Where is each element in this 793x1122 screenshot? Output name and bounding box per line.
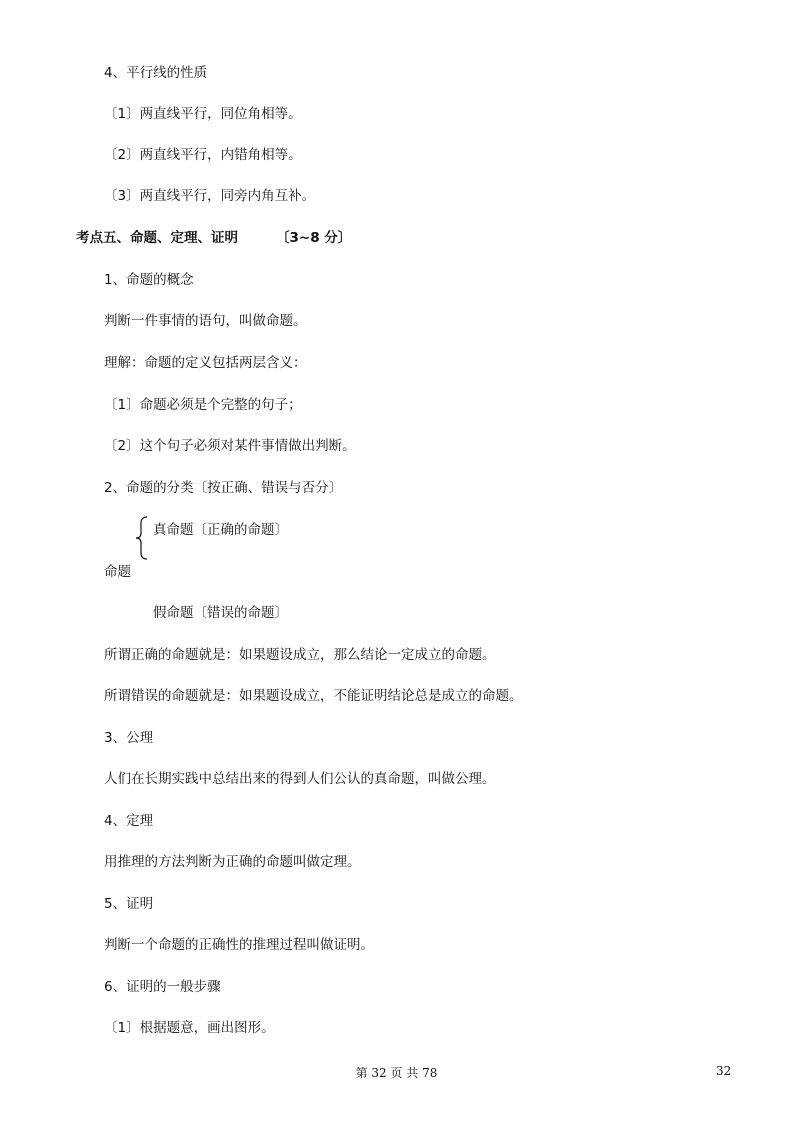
subheading-proof: 5、证明 xyxy=(104,896,154,912)
false-proposition: 假命题〔错误的命题〕 xyxy=(153,605,288,621)
list-item: 〔2〕这个句子必须对某件事情做出判断。 xyxy=(104,438,356,454)
paragraph: 人们在长期实践中总结出来的得到人们公认的真命题，叫做公理。 xyxy=(104,771,496,787)
paragraph: 所谓正确的命题就是：如果题设成立，那么结论一定成立的命题。 xyxy=(104,647,496,663)
curly-brace-icon xyxy=(134,516,150,560)
subheading-concept: 1、命题的概念 xyxy=(104,272,194,288)
proposition-label: 命题 xyxy=(104,564,131,580)
paragraph: 用推理的方法判断为正确的命题叫做定理。 xyxy=(104,854,361,870)
heading-parallel-properties: 4、平行线的性质 xyxy=(104,65,208,81)
subheading-axiom: 3、公理 xyxy=(104,730,154,746)
paragraph: 判断一件事情的语句，叫做命题。 xyxy=(104,313,307,329)
list-item: 〔1〕两直线平行，同位角相等。 xyxy=(104,106,302,122)
section-score: 〔3~8 分〕 xyxy=(276,230,352,246)
list-item: 〔2〕两直线平行，内错角相等。 xyxy=(104,147,302,163)
list-item: 〔1〕根据题意，画出图形。 xyxy=(104,1020,275,1036)
subheading-proof-steps: 6、证明的一般步骤 xyxy=(104,979,221,995)
section-heading: 考点五、命题、定理、证明 xyxy=(76,230,238,246)
list-item: 〔1〕命题必须是个完整的句子； xyxy=(104,397,302,413)
page-number: 32 xyxy=(716,1064,732,1078)
list-item: 〔3〕两直线平行，同旁内角互补。 xyxy=(104,188,316,204)
page-footer: 第 32 页 共 78 xyxy=(355,1066,438,1080)
paragraph: 判断一个命题的正确性的推理过程叫做证明。 xyxy=(104,937,374,953)
true-proposition: 真命题〔正确的命题〕 xyxy=(153,522,288,538)
subheading-theorem: 4、定理 xyxy=(104,813,154,829)
paragraph: 理解：命题的定义包括两层含义： xyxy=(104,355,307,371)
paragraph: 所谓错误的命题就是：如果题设成立，不能证明结论总是成立的命题。 xyxy=(104,688,523,704)
subheading-classification: 2、命题的分类〔按正确、错误与否分〕 xyxy=(104,480,343,496)
